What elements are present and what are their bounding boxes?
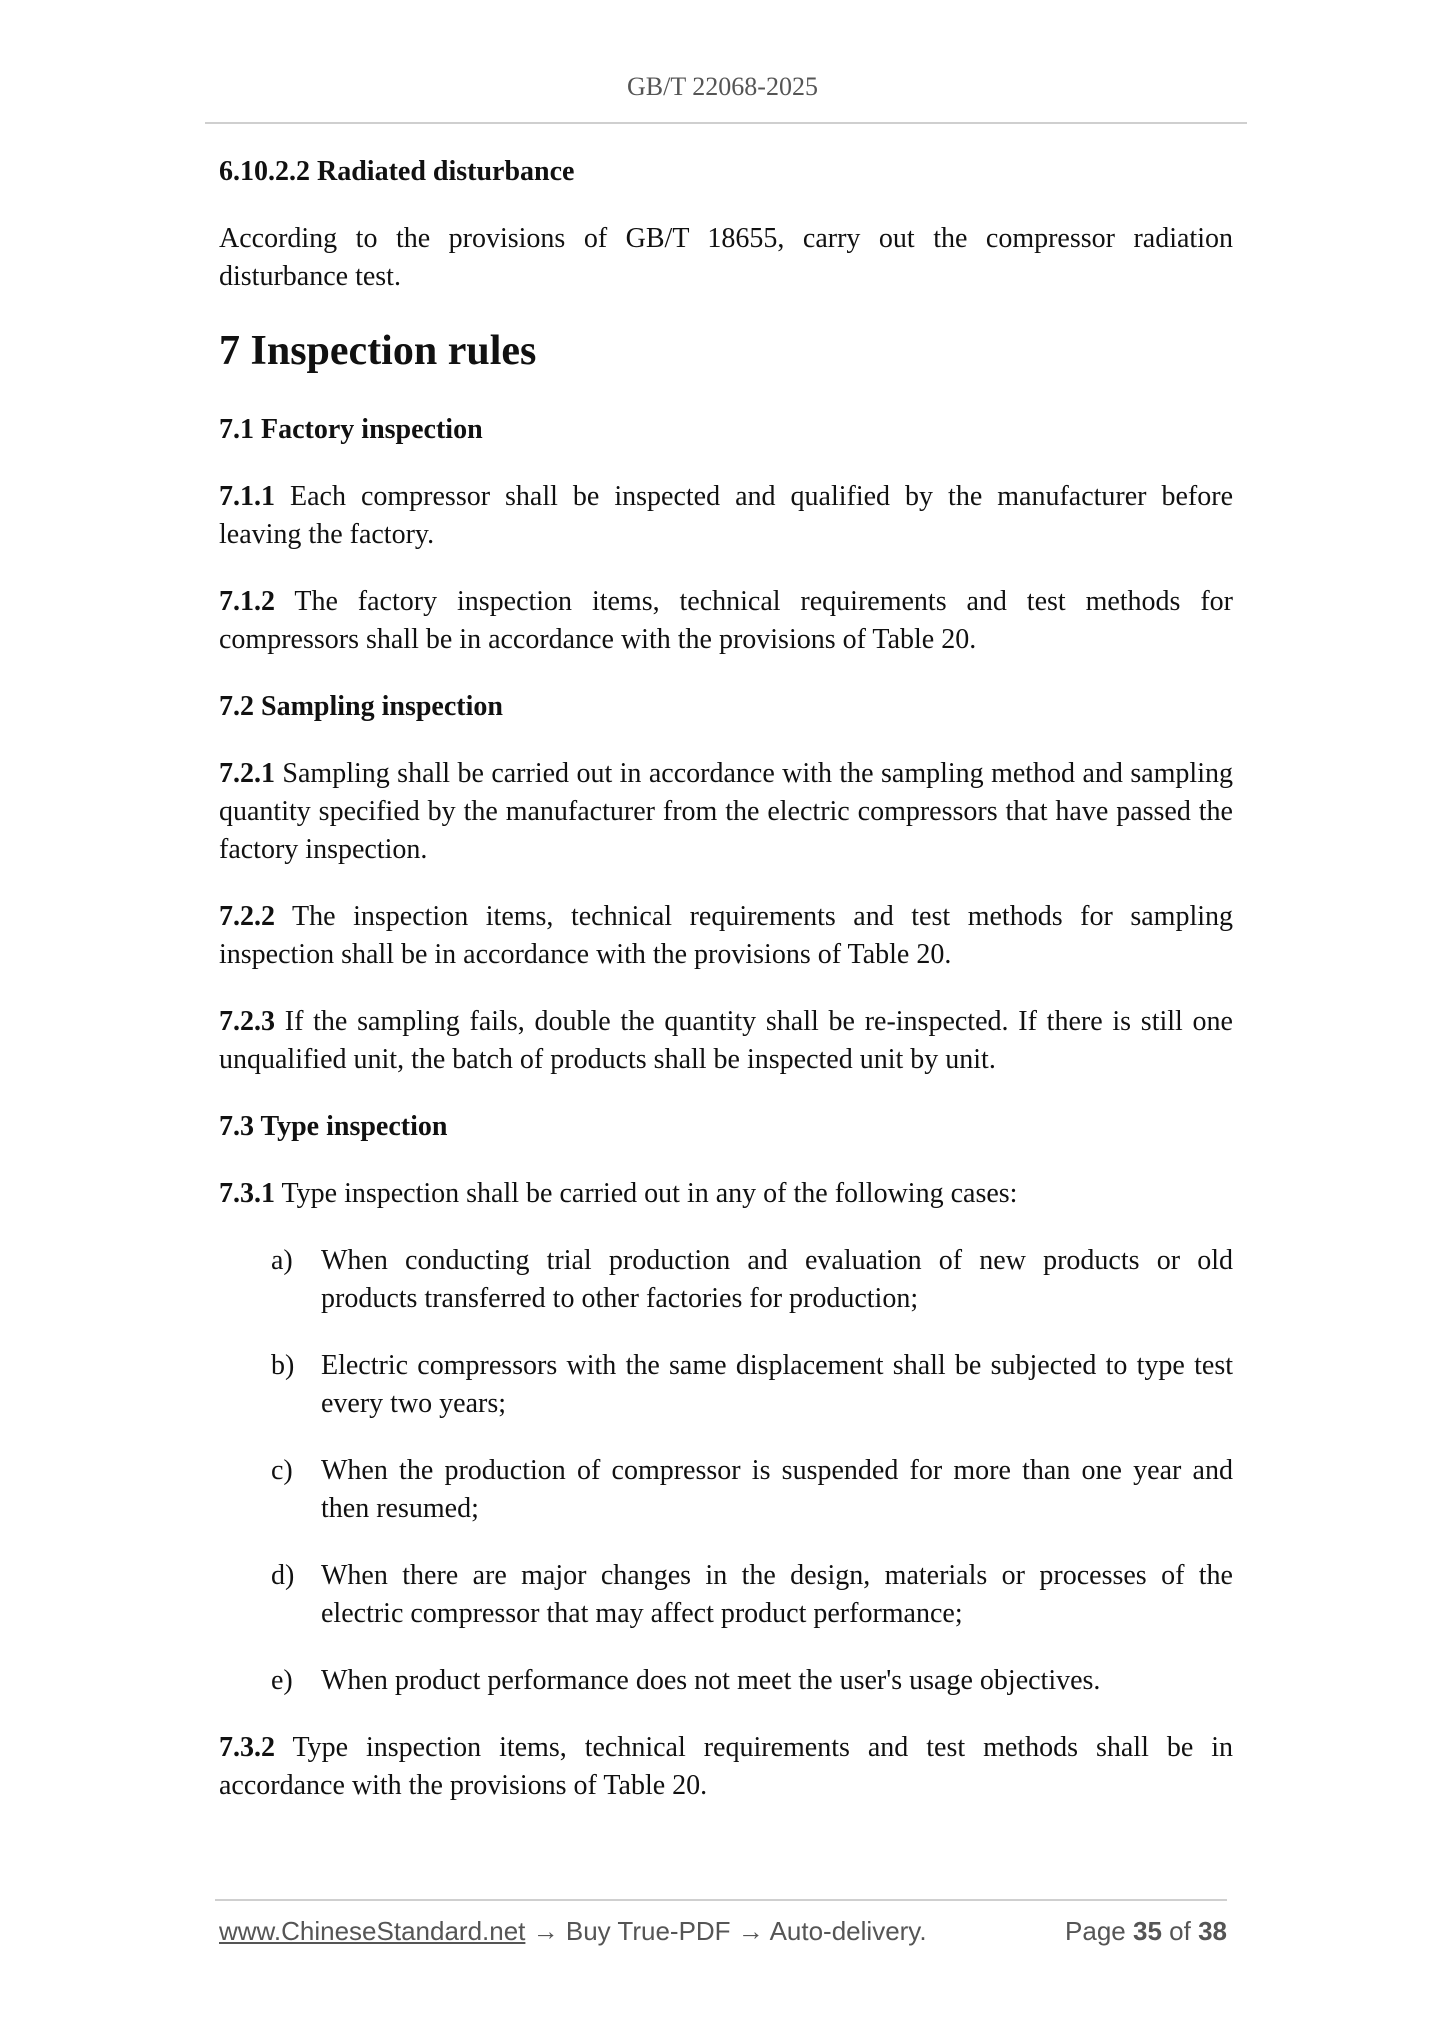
- clause-text: The factory inspection items, technical requirements and test methods for compressors shall be in accordance with the provisions of Table 20.: [219, 586, 1233, 655]
- footer-promo: [219, 1916, 927, 1947]
- paragraph-radiated-disturbance: According to the provisions of GB/T 18655, carry out the compressor radiation disturbance test.: [219, 223, 1233, 292]
- clause-text: Each compressor shall be inspected and qualified by the manufacturer before leaving the factory.: [219, 481, 1233, 550]
- page-content: [219, 153, 1233, 1834]
- clause-text: Type inspection items, technical requirements and test methods shall be in accordance with the provisions of Table 20.: [219, 1732, 1233, 1801]
- paragraph-7-1-1: [219, 478, 1233, 554]
- header-divider: [205, 122, 1247, 124]
- list-item-text: When product performance does not meet the user's usage objectives.: [321, 1665, 1101, 1696]
- list-marker: c): [271, 1455, 293, 1486]
- page-of: of: [1169, 1916, 1191, 1946]
- list-marker: e): [271, 1665, 293, 1696]
- heading-7-1: 7.1 Factory inspection: [219, 414, 483, 445]
- paragraph-7-2-1: [219, 755, 1233, 869]
- clause-number: 7.1.2: [219, 586, 275, 617]
- clause-text: If the sampling fails, double the quantity shall be re-inspected. If there is still one unqualified unit, the batch of products shall be inspected unit by unit.: [219, 1006, 1233, 1075]
- list-item-text: When there are major changes in the design, materials or processes of the electric compressor that may affect product performance;: [321, 1560, 1233, 1629]
- list-item-text: When conducting trial production and evaluation of new products or old products transferred to other factories for production;: [321, 1245, 1233, 1314]
- clause-number: 7.2.3: [219, 1006, 275, 1037]
- list-marker: b): [271, 1350, 295, 1381]
- paragraph-7-3-1: [219, 1175, 1233, 1213]
- clause-number: 7.1.1: [219, 481, 275, 512]
- type-inspection-cases-list: [219, 1242, 1233, 1700]
- list-item-text: When the production of compressor is suspended for more than one year and then resumed;: [321, 1455, 1233, 1524]
- list-marker: a): [271, 1245, 293, 1276]
- paragraph-7-1-2: [219, 583, 1233, 659]
- paragraph-7-3-2: [219, 1729, 1233, 1805]
- list-item: [219, 1452, 1233, 1528]
- heading-7-inspection-rules: 7 Inspection rules: [219, 328, 537, 374]
- list-marker: d): [271, 1560, 295, 1591]
- page-current: 35: [1133, 1916, 1162, 1946]
- clause-text: Sampling shall be carried out in accordance with the sampling method and sampling quantity specified by the manufacturer from the electric compressors that have passed the factory inspection.: [219, 758, 1233, 865]
- clause-text: The inspection items, technical requirements and test methods for sampling inspection shall be in accordance with the provisions of Table 20.: [219, 901, 1233, 970]
- list-item: [219, 1557, 1233, 1633]
- footer-tagline: → Buy True-PDF → Auto-delivery.: [525, 1916, 927, 1946]
- clause-number: 7.2.2: [219, 901, 275, 932]
- clause-number: 7.3.2: [219, 1732, 275, 1763]
- clause-number: 7.2.1: [219, 758, 275, 789]
- clause-number: 7.3.1: [219, 1178, 275, 1209]
- paragraph-7-2-2: [219, 898, 1233, 974]
- page-footer: [219, 1916, 1227, 1947]
- heading-7-2: 7.2 Sampling inspection: [219, 691, 503, 722]
- footer-divider: [215, 1899, 1227, 1901]
- list-item: [219, 1662, 1233, 1700]
- heading-7-3: 7.3 Type inspection: [219, 1111, 448, 1142]
- website-link[interactable]: www.ChineseStandard.net: [219, 1916, 526, 1946]
- list-item: [219, 1242, 1233, 1318]
- clause-text: Type inspection shall be carried out in any of the following cases:: [275, 1178, 1018, 1209]
- page-number: [1065, 1916, 1227, 1947]
- page-label: Page: [1065, 1916, 1126, 1946]
- list-item-text: Electric compressors with the same displacement shall be subjected to type test every two years;: [321, 1350, 1233, 1419]
- list-item: [219, 1347, 1233, 1423]
- heading-6-10-2-2: 6.10.2.2 Radiated disturbance: [219, 156, 575, 187]
- document-code-header: GB/T 22068-2025: [627, 72, 818, 101]
- paragraph-7-2-3: [219, 1003, 1233, 1079]
- page-total: 38: [1198, 1916, 1227, 1946]
